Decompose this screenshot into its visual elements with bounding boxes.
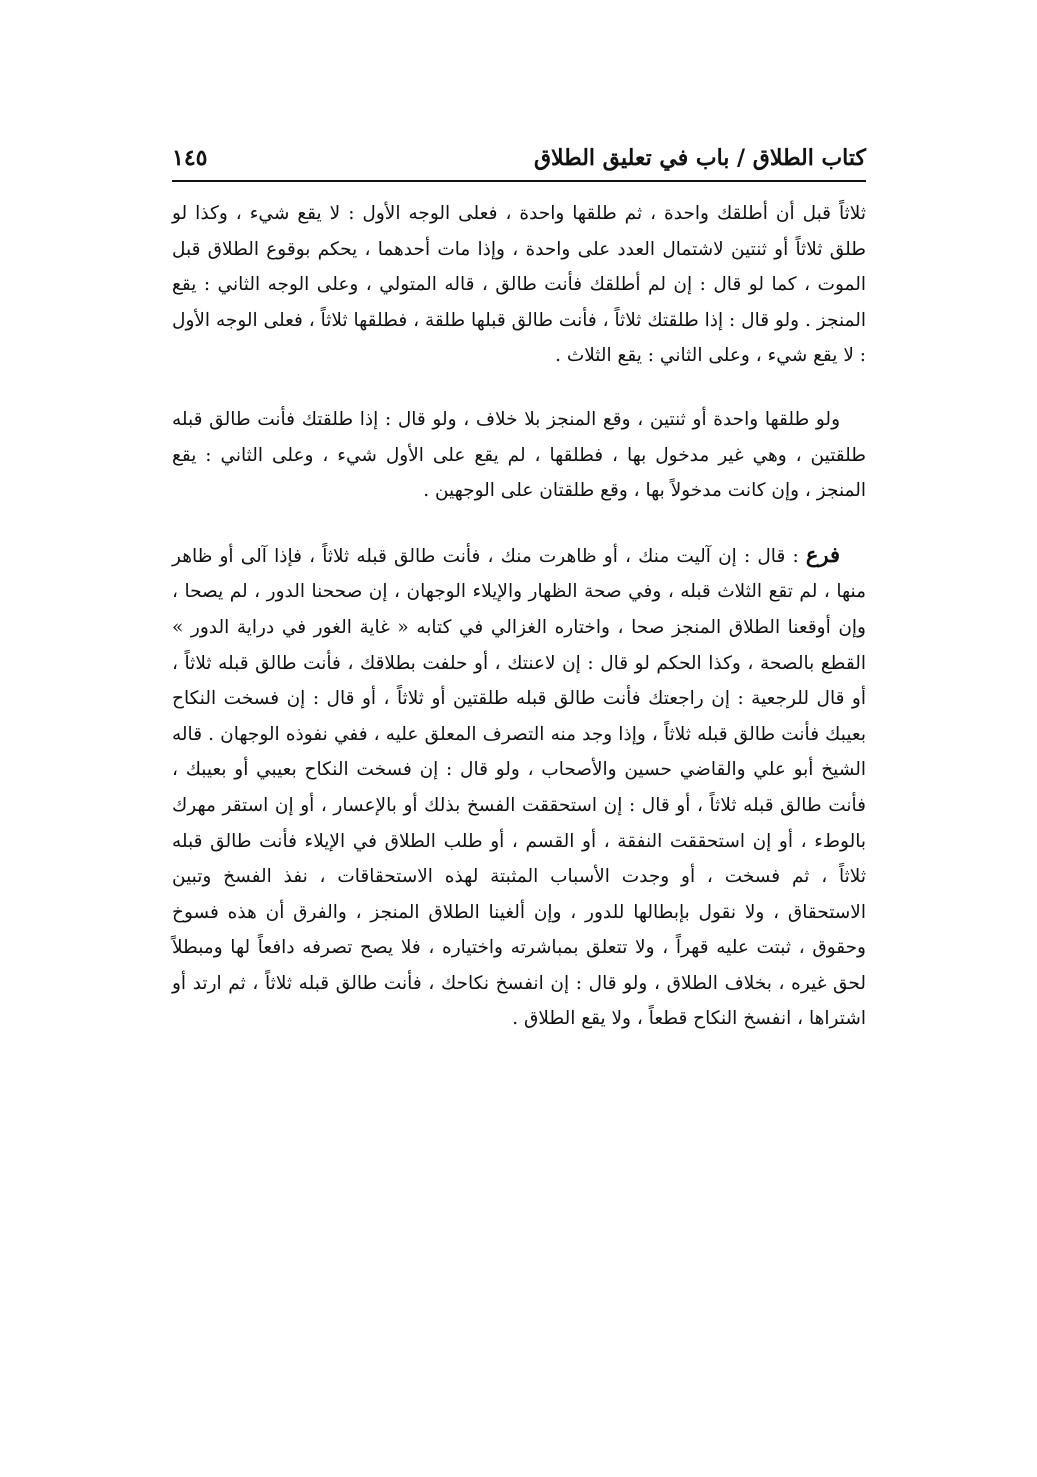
paragraph-3-heading: فرع [805, 541, 840, 567]
body-text [172, 196, 866, 1065]
paragraph-3-text: : قال : إن آليت منك ، أو ظاهرت منك ، فأنت طالق قبله ثلاثاً ، فإذا آلى أو ظاهر منها ، لم تقع الثلاث قبله ، وفي صحة الظهار والإيلاء الوجهان ، إن صححنا الدور ، لم يصحا ، وإن أوقعنا الطلاق المنجز صحا ، واختاره الغزالي في كتابه « غاية الغور في دراية الدور » القطع بالصحة ، وكذا الحكم لو قال : إن لاعنتك ، أو حلفت بطلاقك ، فأنت طالق قبله ثلاثاً ، أو قال للرجعية : إن راجعتك فأنت طالق قبله طلقتين أو ثلاثاً ، أو قال : إن فسخت النكاح بعيبك فأنت طالق قبله ثلاثاً ، وإذا وجد منه التصرف المعلق عليه ، ففي نفوذه الوجهان . قاله الشيخ أبو علي والقاضي حسين والأصحاب ، ولو قال : إن فسخت النكاح بعيبي أو بعيبك ، فأنت طالق قبله ثلاثاً ، أو قال : إن استحققت الفسخ بذلك أو بالإعسار ، أو إن استقر مهرك بالوطء ، أو إن استحققت النفقة ، أو القسم ، أو طلب الطلاق في الإيلاء فأنت طالق قبله ثلاثاً ، ثم فسخت ، أو وجدت الأسباب المثبتة لهذه الاستحقاقات ، نفذ الفسخ وتبين الاستحقاق ، ولا نقول بإبطالها للدور ، وإن ألغينا الطلاق المنجز ، والفرق أن هذه فسوخ وحقوق ، ثبتت عليه قهراً ، ولا تتعلق بمباشرته واختياره ، فلا يصح تصرفه دافعاً لها ومبطلاً لحق غيره ، بخلاف الطلاق ، ولو قال : إن انفسخ نكاحك ، فأنت طالق قبله ثلاثاً ، ثم ارتد أو اشتراها ، انفسخ النكاح قطعاً ، ولا يقع الطلاق . [172, 545, 866, 1030]
header-rule [172, 180, 866, 182]
page-number: ١٤٥ [172, 145, 208, 171]
paragraph-1 [172, 196, 866, 374]
paragraph-2-text: ولو طلقها واحدة أو ثنتين ، وقع المنجز بلا خلاف ، ولو قال : إذا طلقتك فأنت طالق قبله طلقتين ، وهي غير مدخول بها ، فطلقها ، لم يقع على الأول شيء ، وعلى الثاني : يقع المنجز ، وإن كانت مدخولاً بها ، وقع طلقتان على الوجهين . [172, 408, 866, 502]
running-header [172, 140, 866, 176]
paragraph-3 [172, 537, 866, 1037]
paragraph-2 [172, 402, 866, 509]
chapter-title: كتاب الطلاق / باب في تعليق الطلاق [533, 145, 866, 171]
paragraph-1-text: ثلاثاً قبل أن أطلقك واحدة ، ثم طلقها واحدة ، فعلى الوجه الأول : لا يقع شيء ، وكذا لو طلق ثلاثاً أو ثنتين لاشتمال العدد على واحدة ، وإذا مات أحدهما ، يحكم بوقوع الطلاق قبل الموت ، كما لو قال : إن لم أطلقك فأنت طالق ، قاله المتولي ، وعلى الوجه الثاني : يقع المنجز . ولو قال : إذا طلقتك ثلاثاً ، فأنت طالق قبلها طلقة ، فطلقها ثلاثاً ، فعلى الوجه الأول : لا يقع شيء ، وعلى الثاني : يقع الثلاث . [172, 203, 866, 367]
